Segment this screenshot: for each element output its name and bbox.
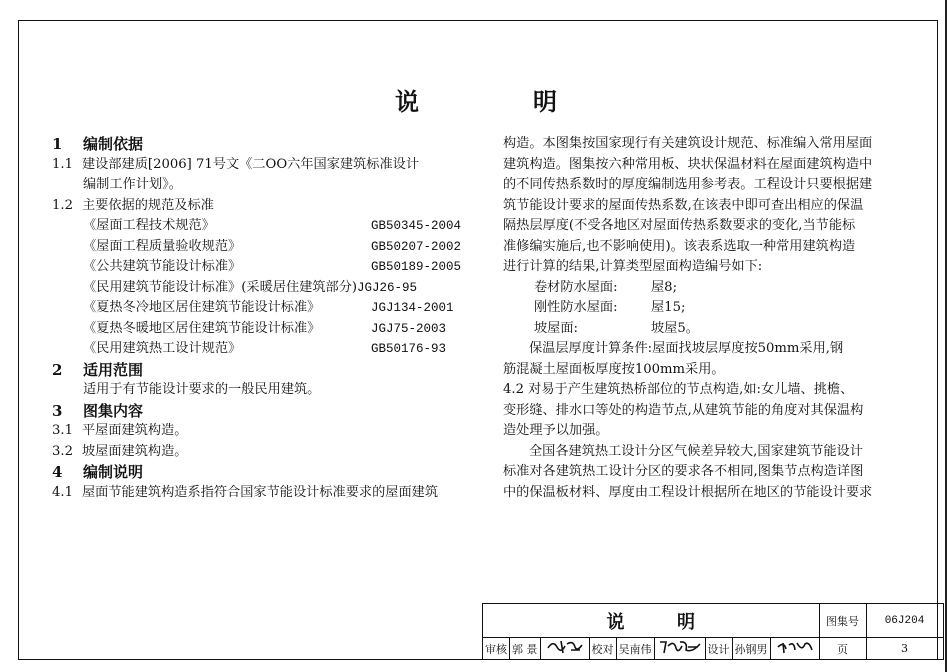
clause-4-2: 4.2 对易于产生建筑热桥部位的节点构造,如:女儿墙、挑檐、 [503, 382, 854, 397]
text-line: 全国各建筑热工设计分区气候差异较大,国家建筑节能设计 [529, 443, 863, 459]
section-title: 编制说明 [83, 463, 144, 481]
text-line: 筋混凝土屋面板厚度按100mm采用。 [503, 361, 725, 377]
section-title: 编制依据 [83, 135, 144, 153]
designer-name: 孙钢男 [732, 638, 770, 660]
standard-name: 《屋面工程质量验收规范》 [83, 238, 242, 254]
text-line: 构造。本图集按国家现行有关建筑设计规范、标准编入常用屋面 [503, 136, 873, 151]
roof-type-row [503, 278, 918, 299]
handwritten-signature [545, 638, 585, 656]
text-line: 中的保温板材料、厚度由工程设计根据所在地区的节能设计要求 [503, 484, 873, 500]
roof-type-label: 坡屋面: [534, 320, 579, 336]
standard-name: 《民用建筑热工设计规范》 [83, 341, 242, 356]
standard-code: GB50189-2005 [371, 260, 462, 274]
standard-item [52, 237, 462, 258]
section-number: 1 [52, 135, 63, 153]
standard-name: 《夏热冬冷地区居住建筑节能设计标准》 [83, 300, 321, 315]
checker-name: 吴南伟 [616, 638, 654, 660]
text-line: 准修编实施后,也不影响使用)。该表系选取一种常用建筑构造 [503, 238, 856, 254]
title-block [482, 603, 944, 660]
section-number: 4 [52, 463, 63, 481]
roof-type-label: 刚性防水屋面: [534, 300, 618, 315]
section-2-text: 适用于有节能设计要求的一般民用建筑。 [83, 382, 321, 397]
roof-type-code: 屋8; [651, 279, 678, 295]
roof-type-row [503, 298, 918, 319]
roof-type-code: 屋15; [651, 300, 686, 315]
clause-number: 4.1 [52, 484, 73, 500]
standard-item [52, 339, 457, 360]
roof-type-label: 卷材防水屋面: [534, 279, 618, 295]
standard-code: JGJ75-2003 [371, 321, 447, 336]
design-label: 设计 [705, 638, 732, 660]
clause-1-2 [52, 196, 464, 217]
page-label: 页 [819, 638, 866, 660]
standard-name: 《公共建筑节能设计标准》 [83, 259, 242, 274]
title-block-title-char-1: 说 [606, 611, 625, 633]
checker-signature [654, 638, 705, 660]
section-3-heading [52, 401, 464, 422]
text-line: 隔热层厚度(不受各地区对屋面传热系数要求的变化,当节能标 [503, 218, 856, 233]
page-title-char-2: 明 [533, 87, 557, 116]
clause-3-2 [52, 442, 464, 463]
standard-code: GB50207-2002 [371, 239, 462, 254]
text-line: 进行计算的结果,计算类型屋面构造编号如下: [503, 259, 763, 274]
title-block-title [483, 604, 820, 638]
standard-item [52, 216, 462, 237]
standard-code: JGJ134-2001 [371, 301, 454, 315]
clause-text: 坡屋面建筑构造。 [82, 443, 188, 459]
clause-1-1 [52, 155, 464, 176]
text-line: 筑节能设计要求的屋面传热系数,在该表中即可查出相应的保温 [503, 197, 864, 213]
text-line: 建筑构造。图集按六种常用板、块状保温材料在屋面建筑构造中 [503, 156, 873, 172]
text-line: 标准对各建筑热工设计分区的要求各不相同,图集节点构造详图 [503, 464, 864, 479]
text-line: 的不同传热系数时的厚度编制选用参考表。工程设计只要根据建 [503, 177, 873, 192]
clause-number: 1.2 [52, 197, 73, 213]
clause-text: 屋面节能建筑构造系指符合国家节能设计标准要求的屋面建筑 [82, 484, 439, 500]
page-number: 3 [866, 638, 943, 660]
clause-3-1 [52, 421, 464, 442]
roof-type-code: 坡屋5。 [651, 320, 699, 336]
text-line: 造处理予以加强。 [503, 423, 609, 438]
reviewer-name: 郭 景 [510, 638, 541, 660]
page-title-char-1: 说 [395, 87, 419, 116]
review-label: 审核 [483, 638, 510, 660]
clause-4-1 [52, 483, 464, 504]
roof-type-row [503, 319, 918, 340]
right-column [503, 134, 918, 503]
section-title: 图集内容 [83, 401, 144, 420]
standard-item [52, 319, 457, 340]
standard-code: GB50345-2004 [371, 219, 462, 233]
standard-name: 《民用建筑节能设计标准》(采暖居住建筑部分) [83, 279, 358, 295]
check-label: 校对 [589, 638, 616, 660]
section-1-heading [52, 134, 464, 155]
handwritten-signature [775, 638, 815, 656]
text-line: 变形缝、排水口等处的构造节点,从建筑节能的角度对其保温构 [503, 402, 864, 418]
standard-item [52, 278, 457, 299]
section-4-heading [52, 462, 464, 483]
sheet-edge [945, 0, 947, 672]
standard-code: GB50176-93 [371, 342, 447, 356]
section-number: 3 [52, 401, 63, 420]
standard-item [52, 298, 457, 319]
handwritten-signature [658, 638, 702, 656]
designer-signature [770, 638, 819, 660]
atlas-number-label: 图集号 [819, 604, 866, 638]
clause-number: 3.1 [52, 423, 73, 438]
standard-item [52, 257, 462, 278]
standard-name: 《屋面工程技术规范》 [83, 218, 215, 233]
clause-number: 3.2 [52, 443, 73, 459]
clause-1-1-continued: 编制工作计划》。 [83, 177, 182, 192]
atlas-number: 06J204 [866, 604, 943, 638]
section-title: 适用范围 [83, 360, 144, 379]
text-line: 保温层厚度计算条件:屋面找坡层厚度按50mm采用,钢 [529, 341, 844, 356]
section-2-heading [52, 360, 464, 381]
standard-code: JGJ26-95 [357, 280, 418, 295]
section-number: 2 [52, 360, 63, 379]
clause-text: 主要依据的规范及标准 [82, 197, 214, 213]
standard-name: 《夏热冬暖地区居住建筑节能设计标准》 [83, 320, 321, 336]
clause-text: 建设部建质[2006] 71号文《二OO六年国家建筑标准设计 [82, 156, 420, 172]
title-block-title-char-2: 明 [677, 611, 696, 633]
reviewer-signature [540, 638, 589, 660]
clause-number: 1.1 [52, 156, 73, 172]
clause-text: 平屋面建筑构造。 [82, 423, 188, 438]
left-column [52, 134, 464, 503]
